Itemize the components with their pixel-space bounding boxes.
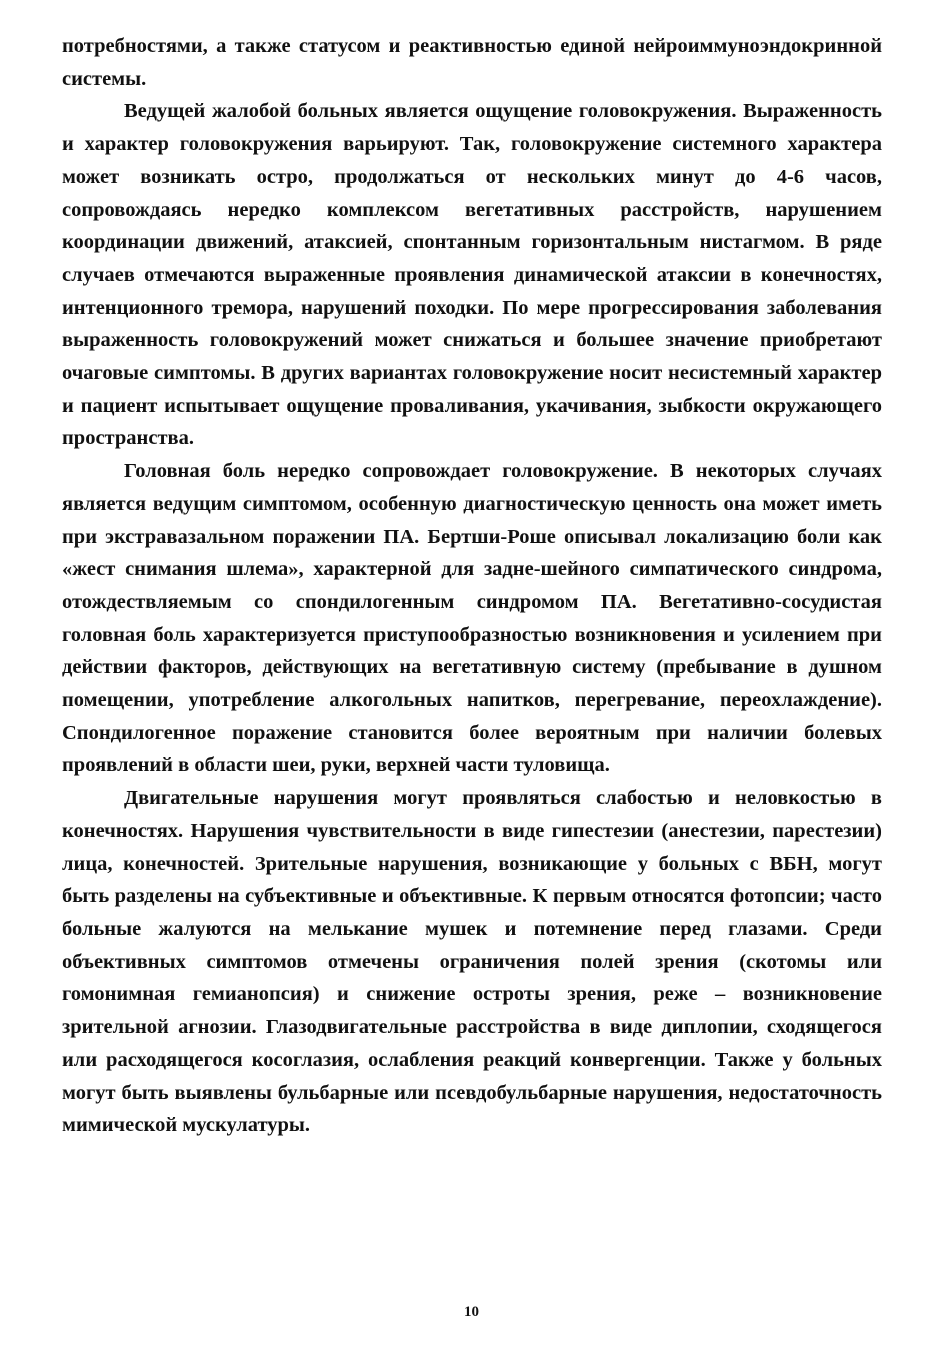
paragraph-3: Головная боль нередко сопровождает головокружение. В некоторых случаях является ведущим симптомом, особенную диагностическую ценность она может иметь при экстравазальном поражении ПА. Бертши-Роше описывал локализацию боли как «жест снимания шлема», характерной для задне-шейного симпатического синдрома, отождествляемым со спондилогенным синдромом ПА. Вегетативно-сосудистая головная боль характеризуется приступообразностью возникновения и усилением при действии факторов, действующих на вегетативную систему (пребывание в душном помещении, употребление алкогольных напитков, перегревание, переохлаждение). Спондилогенное поражение становится более вероятным при наличии болевых проявлений в области шеи, руки, верхней части туловища. (62, 460, 882, 777)
page-number: 10 (464, 1304, 479, 1320)
paragraph-1: потребностями, а также статусом и реактивностью единой нейроиммуноэндокринной системы. (62, 35, 882, 90)
paragraph-2: Ведущей жалобой больных является ощущение головокружения. Выраженность и характер головокружения варьируют. Так, головокружение системного характера может возникать остро, продолжаться от нескольких минут до 4-6 часов, сопровождаясь нередко комплексом вегетативных расстройств, нарушением координации движений, атаксией, спонтанным горизонтальным нистагмом. В ряде случаев отмечаются выраженные проявления динамической атаксии в конечностях, интенционного тремора, нарушений походки. По мере прогрессирования заболевания выраженность головокружений может снижаться и большее значение приобретают очаговые симптомы. В других вариантах головокружение носит несистемный характер и пациент испытывает ощущение проваливания, укачивания, зыбкости окружающего пространства. (62, 100, 882, 450)
document-body (62, 30, 882, 1142)
paragraph-4: Двигательные нарушения могут проявляться слабостью и неловкостью в конечностях. Нарушения чувствительности в виде гипестезии (анестезии, парестезии) лица, конечностей. Зрительные нарушения, возникающие у больных с ВБН, могут быть разделены на субъективные и объективные. К первым относятся фотопсии; часто больные жалуются на мелькание мушек и потемнение перед глазами. Среди объективных симптомов отмечены ограничения полей зрения (скотомы или гомонимная гемианопсия) и снижение остроты зрения, реже – возникновение зрительной агнозии. Глазодвигательные расстройства в виде диплопии, сходящегося или расходящегося косоглазия, ослабления реакций конвергенции. Также у больных могут быть выявлены бульбарные или псевдобульбарные нарушения, недостаточность мимической мускулатуры. (62, 787, 882, 1137)
